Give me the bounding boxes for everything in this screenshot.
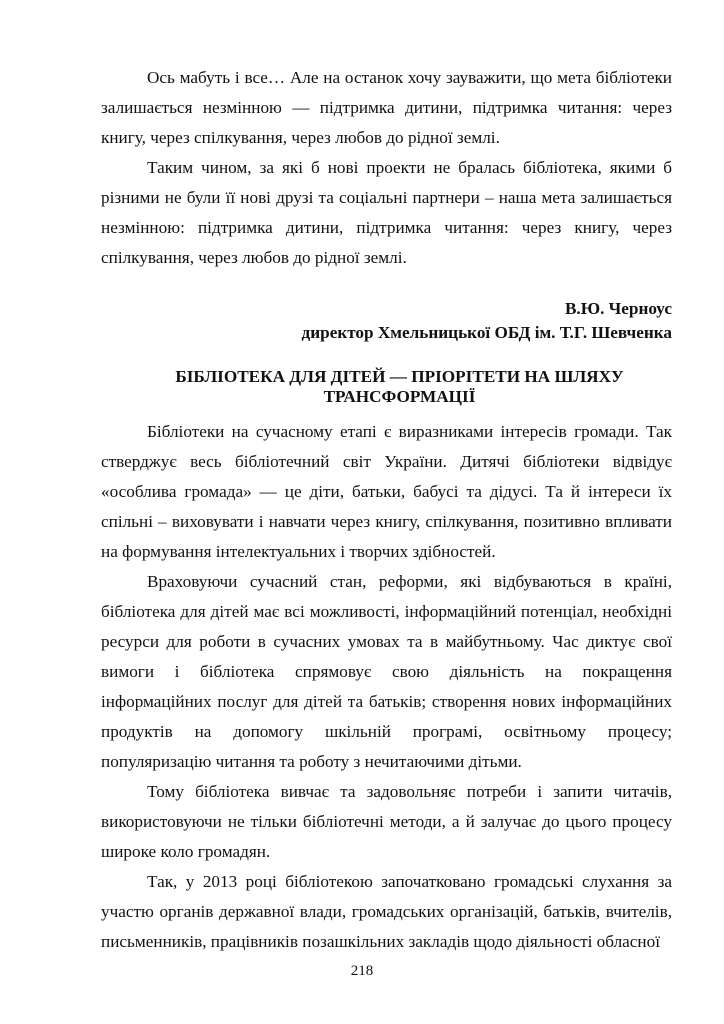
article-paragraph-2: Враховуючи сучасний стан, реформи, які відбуваються в країні, бібліотека для дітей має всі можливості, інформаційний потенціал, необхідні ресурси для роботи в сучасних умовах та в майбутньому. Час диктує свої вимоги і бібліотека спрямовує свою діяльність на покращення інформаційних послуг для дітей та батьків; створення нових інформаційних продуктів на допомогу шкільній програмі, освітньому процесу; популяризацію читання та роботу з нечитаючими дітьми. xyxy=(101,572,672,771)
intro-paragraph-1: Ось мабуть і все… Але на останок хочу зауважити, що мета бібліотеки залишається незмінною — підтримка дитини, підтримка читання: через книгу, через спілкування, через любов до рідної землі. xyxy=(101,68,672,147)
page-number: 218 xyxy=(350,963,374,979)
article-paragraph-3: Тому бібліотека вивчає та задовольняє потреби і запити читачів, використовуючи не тільки бібліотечні методи, а й залучає до цього процесу широке коло громадян. xyxy=(101,782,672,861)
intro-paragraph-2: Таким чином, за які б нові проекти не бралась бібліотека, якими б різними не були її нові друзі та соціальні партнери – наша мета залишається незмінною: підтримка дитини, підтримка читання: через книгу, через спілкування, через любов до рідної землі. xyxy=(101,158,672,267)
page-content xyxy=(101,63,672,957)
author-signature xyxy=(101,297,672,345)
article-paragraph-4: Так, у 2013 році бібліотекою започатковано громадські слухання за участю органів державної влади, громадських організацій, батьків, вчителів, письменників, працівників позашкільних закладів щодо діяльності обласної xyxy=(101,872,672,951)
article-title-line-2: ТРАНСФОРМАЦІЇ xyxy=(323,387,476,406)
article-paragraph-1: Бібліотеки на сучасному етапі є виразниками інтересів громади. Так стверджує весь бібліотечний світ України. Дитячі бібліотеки відвідує «особлива громада» — це діти, батьки, бабусі та дідусі. Та й інтереси їх спільні – виховувати і навчати через книгу, спілкування, позитивно впливати на формування інтелектуальних і творчих здібностей. xyxy=(101,422,672,561)
author-position: директор Хмельницької ОБД ім. Т.Г. Шевченка xyxy=(301,323,672,342)
author-name: В.Ю. Черноус xyxy=(564,299,672,318)
article-title xyxy=(101,367,672,407)
article-title-line-1: БІБЛІОТЕКА ДЛЯ ДІТЕЙ — ПРІОРІТЕТИ НА ШЛЯХУ xyxy=(175,367,624,386)
